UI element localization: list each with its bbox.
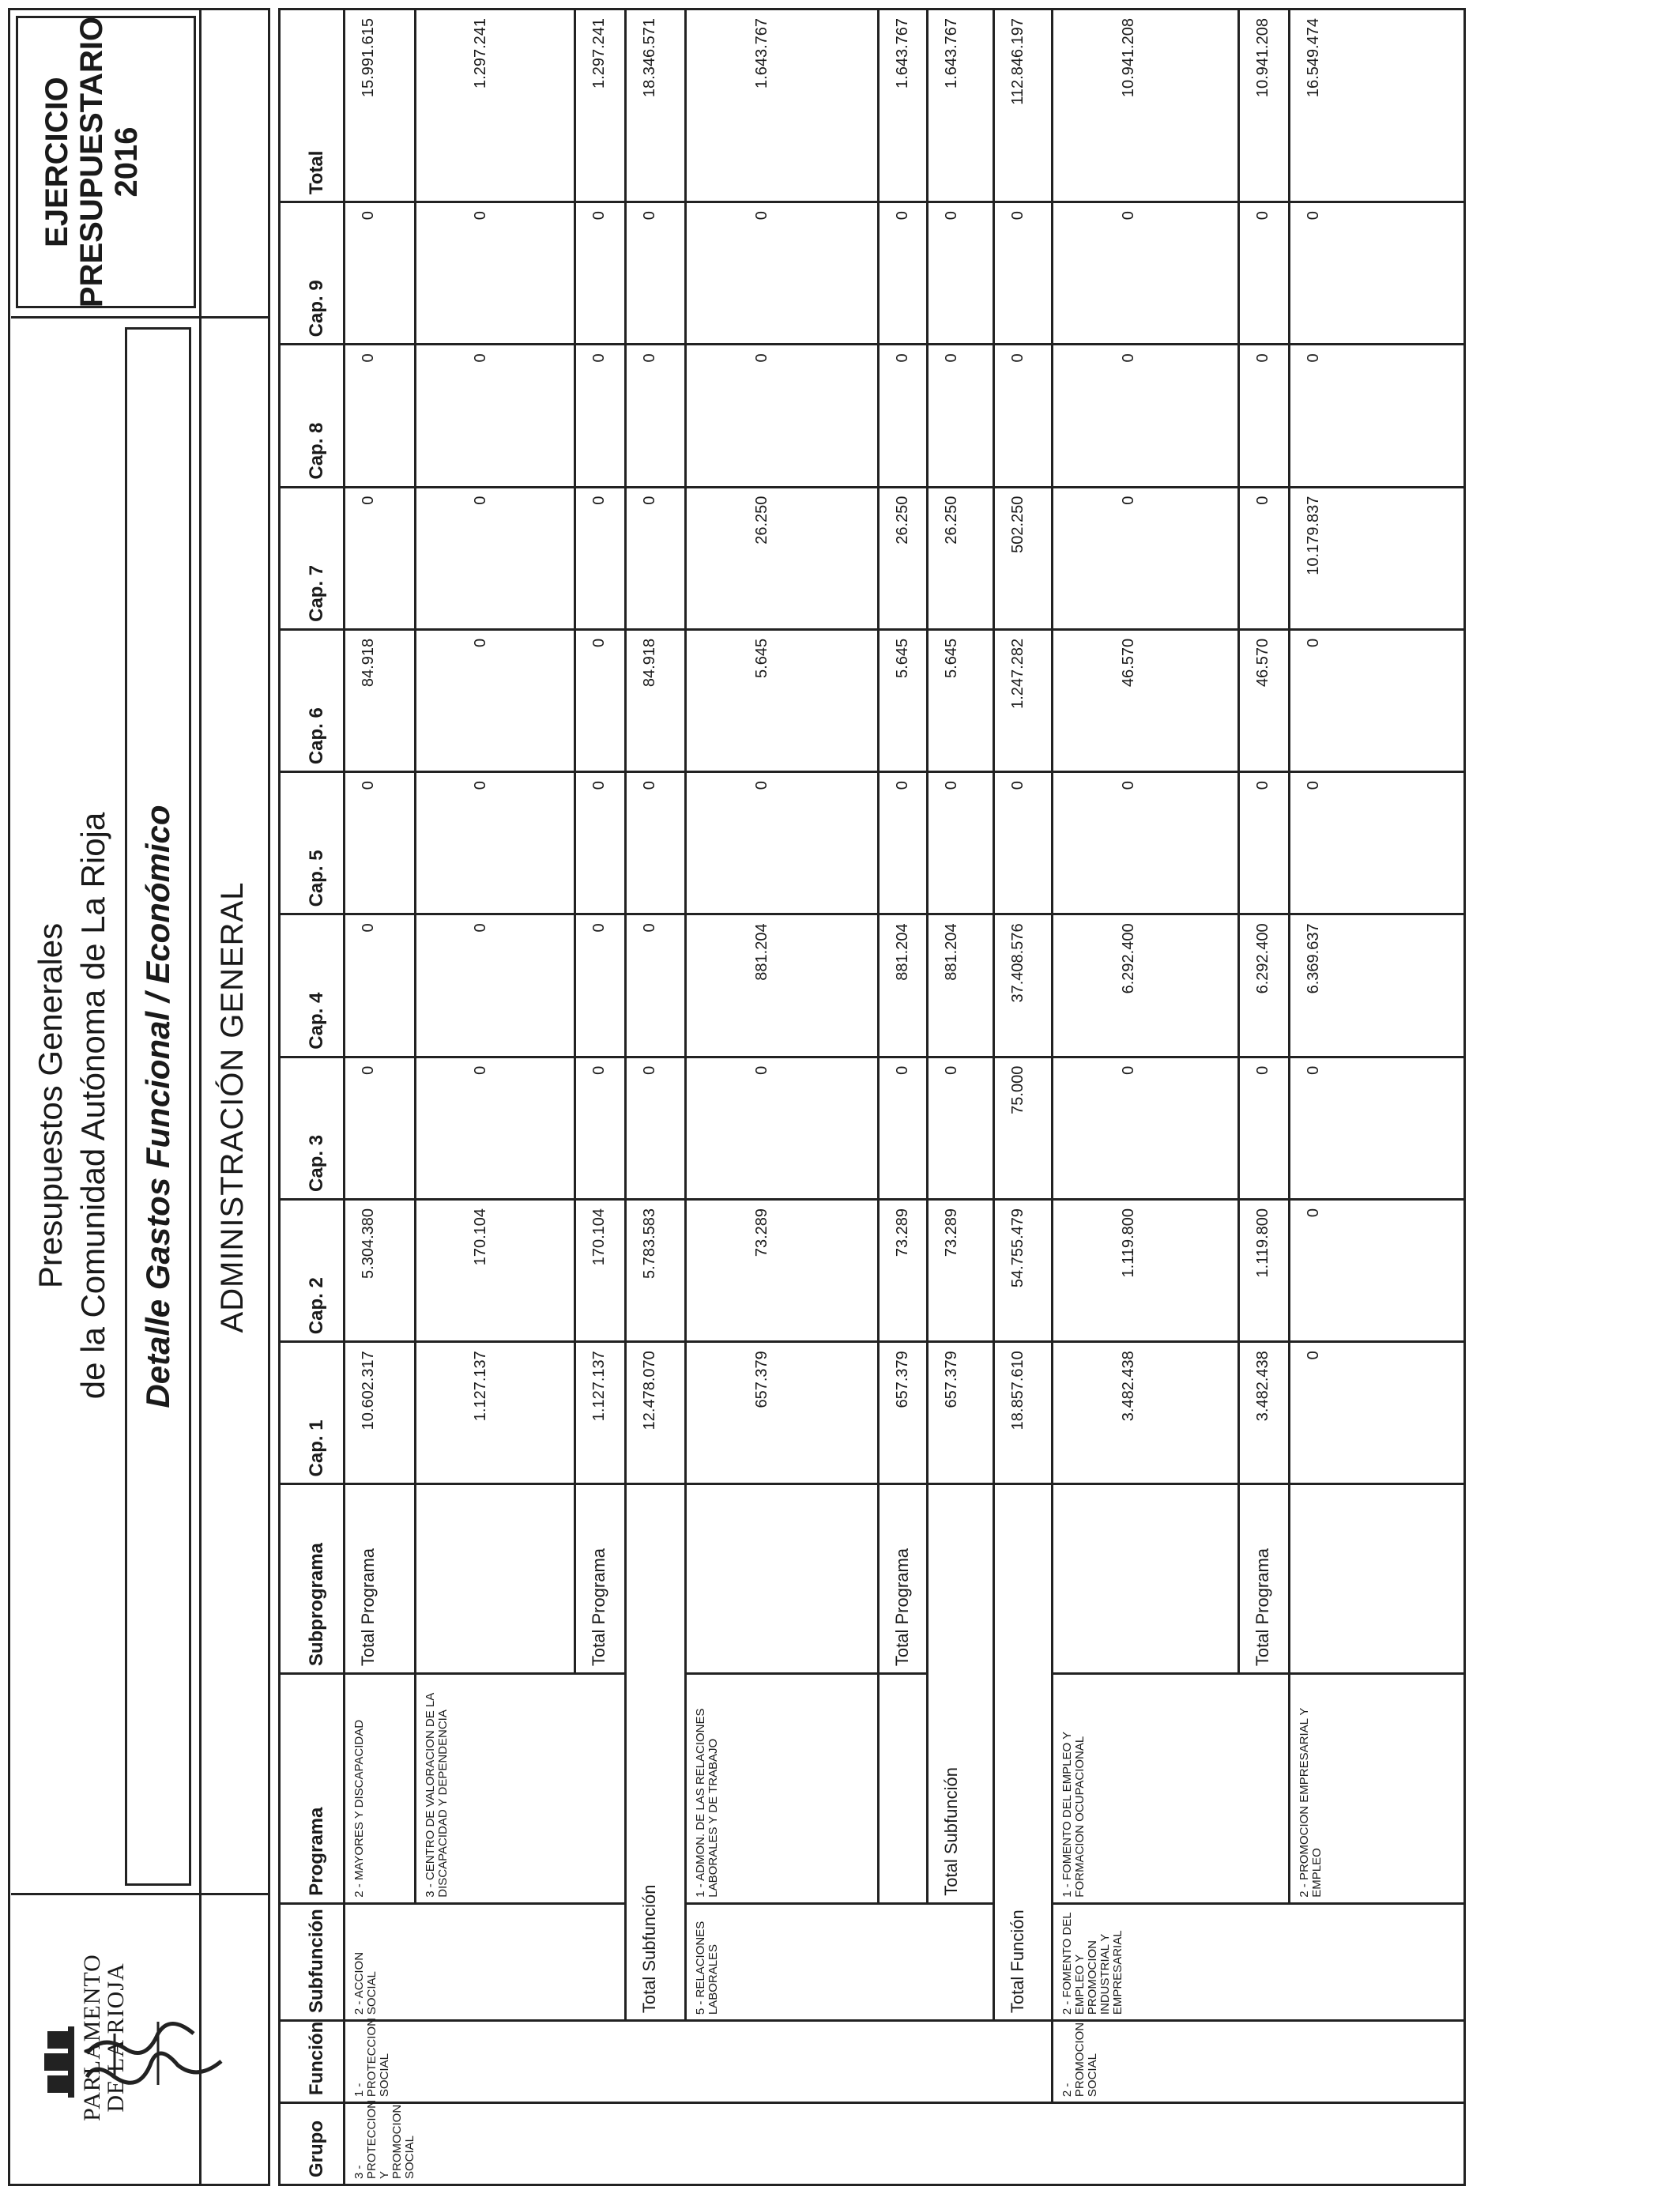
amount-cell: 1.127.137 (416, 1342, 575, 1484)
amount-cell: 0 (1053, 202, 1239, 345)
amount-cell: 0 (575, 772, 626, 914)
amount-cell: 0 (928, 1057, 994, 1199)
amount-cell: 5.645 (686, 629, 879, 771)
col-header: Grupo (280, 2103, 345, 2185)
col-header: Total (280, 9, 345, 202)
col-header: Cap. 4 (280, 914, 345, 1057)
amount-cell: 0 (416, 629, 575, 771)
amount-cell: 0 (416, 202, 575, 345)
amount-cell: 170.104 (575, 1199, 626, 1341)
subtitle: Detalle Gastos Funcional / Económico (139, 805, 176, 1408)
table-row (626, 9, 686, 2185)
logo-line-2: DE LA RIOJA (103, 1962, 129, 2113)
amount-cell: 0 (1290, 345, 1465, 487)
amount-cell: 0 (626, 914, 686, 1057)
subfuncion-cell: 2 - FOMENTO DEL EMPLEO Y PROMOCION INDUSTRIAL Y EMPRESARIAL (1053, 1903, 1465, 2020)
amount-cell: 3.482.438 (1239, 1342, 1290, 1484)
subfuncion-cell: 2 - ACCION SOCIAL (345, 1903, 626, 2020)
ejercicio-line-1: EJERCICIO (40, 77, 74, 247)
amount-cell: 73.289 (928, 1199, 994, 1341)
amount-cell: 0 (345, 914, 416, 1057)
amount-cell: 0 (626, 487, 686, 629)
amount-cell: 0 (345, 1057, 416, 1199)
amount-cell: 73.289 (879, 1199, 928, 1341)
amount-cell: 0 (879, 772, 928, 914)
table-row (1290, 9, 1465, 2185)
amount-cell: 75.000 (994, 1057, 1053, 1199)
ejercicio-line-2: PRESUPUESTARIO (74, 16, 109, 308)
amount-cell: 26.250 (686, 487, 879, 629)
amount-cell: 0 (575, 629, 626, 771)
col-header: Cap. 2 (280, 1199, 345, 1341)
amount-cell: 0 (1053, 772, 1239, 914)
amount-cell: 0 (1290, 772, 1465, 914)
amount-cell: 0 (686, 772, 879, 914)
subfuncion-cell: 5 - RELACIONES LABORALES (686, 1903, 994, 2020)
amount-cell: 0 (879, 1057, 928, 1199)
total-programa-label: Total Programa (1239, 1484, 1290, 1674)
amount-cell: 6.292.400 (1053, 914, 1239, 1057)
amount-cell: 0 (575, 1057, 626, 1199)
table-row (879, 9, 928, 2185)
amount-cell: 10.602.317 (345, 1342, 416, 1484)
budget-table (278, 8, 1466, 2186)
ejercicio-label (40, 16, 144, 308)
table-row (686, 9, 879, 2185)
total-subfuncion-label: Total Subfunción (928, 1484, 994, 1903)
total-subfuncion-label: Total Subfunción (626, 1484, 686, 2021)
amount-cell: 0 (1239, 772, 1290, 914)
table-row (1053, 9, 1239, 2185)
funcion-cell: 2 - PROMOCION SOCIAL (1053, 2021, 1465, 2103)
amount-cell: 0 (1239, 487, 1290, 629)
programa-cell: 1 - ADMON. DE LAS RELACIONES LABORALES Y DE TRABAJO (686, 1674, 879, 1904)
amount-cell: 5.645 (879, 629, 928, 771)
total-funcion-label: Total Función (994, 1484, 1053, 2021)
amount-cell: 0 (1239, 202, 1290, 345)
amount-cell: 0 (928, 345, 994, 487)
programa-cell: 2 - MAYORES Y DISCAPACIDAD (345, 1674, 416, 1904)
logo-line-1: PARLAMENTO (79, 1954, 105, 2121)
ejercicio-year: 2016 (109, 126, 144, 198)
amount-cell: 0 (416, 772, 575, 914)
amount-cell: 0 (879, 345, 928, 487)
amount-cell: 18.857.610 (994, 1342, 1053, 1484)
amount-cell: 12.478.070 (626, 1342, 686, 1484)
table-row (928, 9, 994, 2185)
logo-text (81, 1927, 128, 2148)
amount-cell: 170.104 (416, 1199, 575, 1341)
amount-cell: 1.119.800 (1053, 1199, 1239, 1341)
amount-cell: 16.549.474 (1290, 9, 1465, 202)
amount-cell: 73.289 (686, 1199, 879, 1341)
amount-cell: 0 (1239, 345, 1290, 487)
amount-cell: 54.755.479 (994, 1199, 1053, 1341)
table-header-row (280, 9, 345, 2185)
amount-cell: 0 (686, 1057, 879, 1199)
col-header: Cap. 1 (280, 1342, 345, 1484)
amount-cell: 0 (1053, 487, 1239, 629)
amount-cell: 0 (416, 345, 575, 487)
col-header: Subfunción (280, 1903, 345, 2020)
amount-cell: 0 (1290, 1199, 1465, 1341)
amount-cell: 3.482.438 (1053, 1342, 1239, 1484)
amount-cell: 881.204 (928, 914, 994, 1057)
amount-cell: 0 (686, 345, 879, 487)
amount-cell: 0 (994, 345, 1053, 487)
table-row (994, 9, 1053, 2185)
table-row (345, 9, 416, 2185)
grupo-cell: 3 - PROTECCION Y PROMOCION SOCIAL (345, 2103, 1465, 2185)
amount-cell: 46.570 (1053, 629, 1239, 771)
amount-cell: 0 (416, 1057, 575, 1199)
amount-cell: 1.119.800 (1239, 1199, 1290, 1341)
amount-cell: 881.204 (879, 914, 928, 1057)
amount-cell: 10.179.837 (1290, 487, 1465, 629)
amount-cell: 37.408.576 (994, 914, 1053, 1057)
amount-cell: 0 (994, 772, 1053, 914)
amount-cell: 0 (1239, 1057, 1290, 1199)
amount-cell: 5.304.380 (345, 1199, 416, 1341)
amount-cell: 0 (626, 202, 686, 345)
col-header: Cap. 9 (280, 202, 345, 345)
amount-cell: 0 (928, 772, 994, 914)
col-header: Cap. 5 (280, 772, 345, 914)
amount-cell: 0 (575, 487, 626, 629)
amount-cell: 0 (1053, 1057, 1239, 1199)
amount-cell: 84.918 (626, 629, 686, 771)
amount-cell: 1.643.767 (686, 9, 879, 202)
amount-cell: 5.645 (928, 629, 994, 771)
table-row (416, 9, 575, 2185)
amount-cell: 0 (575, 202, 626, 345)
amount-cell: 881.204 (686, 914, 879, 1057)
total-programa-label: Total Programa (879, 1484, 928, 1674)
col-header: Cap. 6 (280, 629, 345, 771)
amount-cell: 46.570 (1239, 629, 1290, 771)
col-header: Cap. 3 (280, 1057, 345, 1199)
funcion-cell: 1 - PROTECCION SOCIAL (345, 2021, 1053, 2103)
amount-cell: 657.379 (928, 1342, 994, 1484)
amount-cell: 0 (626, 772, 686, 914)
amount-cell: 26.250 (928, 487, 994, 629)
amount-cell: 26.250 (879, 487, 928, 629)
amount-cell: 10.941.208 (1239, 9, 1290, 202)
amount-cell: 18.346.571 (626, 9, 686, 202)
amount-cell: 112.846.197 (994, 9, 1053, 202)
amount-cell: 502.250 (994, 487, 1053, 629)
amount-cell: 0 (345, 772, 416, 914)
amount-cell: 6.369.637 (1290, 914, 1465, 1057)
amount-cell: 10.941.208 (1053, 9, 1239, 202)
amount-cell: 0 (416, 487, 575, 629)
col-header: Función (280, 2021, 345, 2103)
section-title: ADMINISTRACIÓN GENERAL (215, 881, 250, 1333)
amount-cell: 0 (416, 914, 575, 1057)
programa-cell: 3 - CENTRO DE VALORACION DE LA DISCAPACIDAD Y DEPENDENCIA (416, 1674, 626, 1904)
amount-cell: 0 (994, 202, 1053, 345)
amount-cell: 1.247.282 (994, 629, 1053, 771)
amount-cell: 0 (1290, 1057, 1465, 1199)
amount-cell: 0 (345, 202, 416, 345)
col-header: Subprograma (280, 1484, 345, 1674)
amount-cell: 1.127.137 (575, 1342, 626, 1484)
col-header: Programa (280, 1674, 345, 1904)
amount-cell: 0 (345, 487, 416, 629)
amount-cell: 0 (1290, 1342, 1465, 1484)
amount-cell: 0 (575, 345, 626, 487)
amount-cell: 0 (879, 202, 928, 345)
programa-cell: 2 - PROMOCION EMPRESARIAL Y EMPLEO (1290, 1674, 1465, 1904)
amount-cell: 84.918 (345, 629, 416, 771)
total-programa-label: Total Programa (575, 1484, 626, 1674)
amount-cell: 5.783.583 (626, 1199, 686, 1341)
amount-cell: 1.643.767 (879, 9, 928, 202)
amount-cell: 6.292.400 (1239, 914, 1290, 1057)
amount-cell: 0 (1290, 202, 1465, 345)
col-header: Cap. 7 (280, 487, 345, 629)
total-programa-label: Total Programa (345, 1484, 416, 1674)
amount-cell: 1.297.241 (575, 9, 626, 202)
amount-cell: 657.379 (686, 1342, 879, 1484)
amount-cell: 0 (626, 1057, 686, 1199)
title-line-2: de la Comunidad Autónoma de La Rioja (74, 812, 111, 1400)
amount-cell: 0 (1290, 629, 1465, 771)
amount-cell: 657.379 (879, 1342, 928, 1484)
programa-cell: 1 - FOMENTO DEL EMPLEO Y FORMACION OCUPACIONAL (1053, 1674, 1290, 1904)
col-header: Cap. 8 (280, 345, 345, 487)
amount-cell: 0 (575, 914, 626, 1057)
amount-cell: 1.643.767 (928, 9, 994, 202)
amount-cell: 15.991.615 (345, 9, 416, 202)
title-line-1: Presupuestos Generales (32, 922, 69, 1289)
amount-cell: 0 (686, 202, 879, 345)
amount-cell: 0 (1053, 345, 1239, 487)
amount-cell: 0 (626, 345, 686, 487)
amount-cell: 0 (345, 345, 416, 487)
amount-cell: 0 (928, 202, 994, 345)
amount-cell: 1.297.241 (416, 9, 575, 202)
